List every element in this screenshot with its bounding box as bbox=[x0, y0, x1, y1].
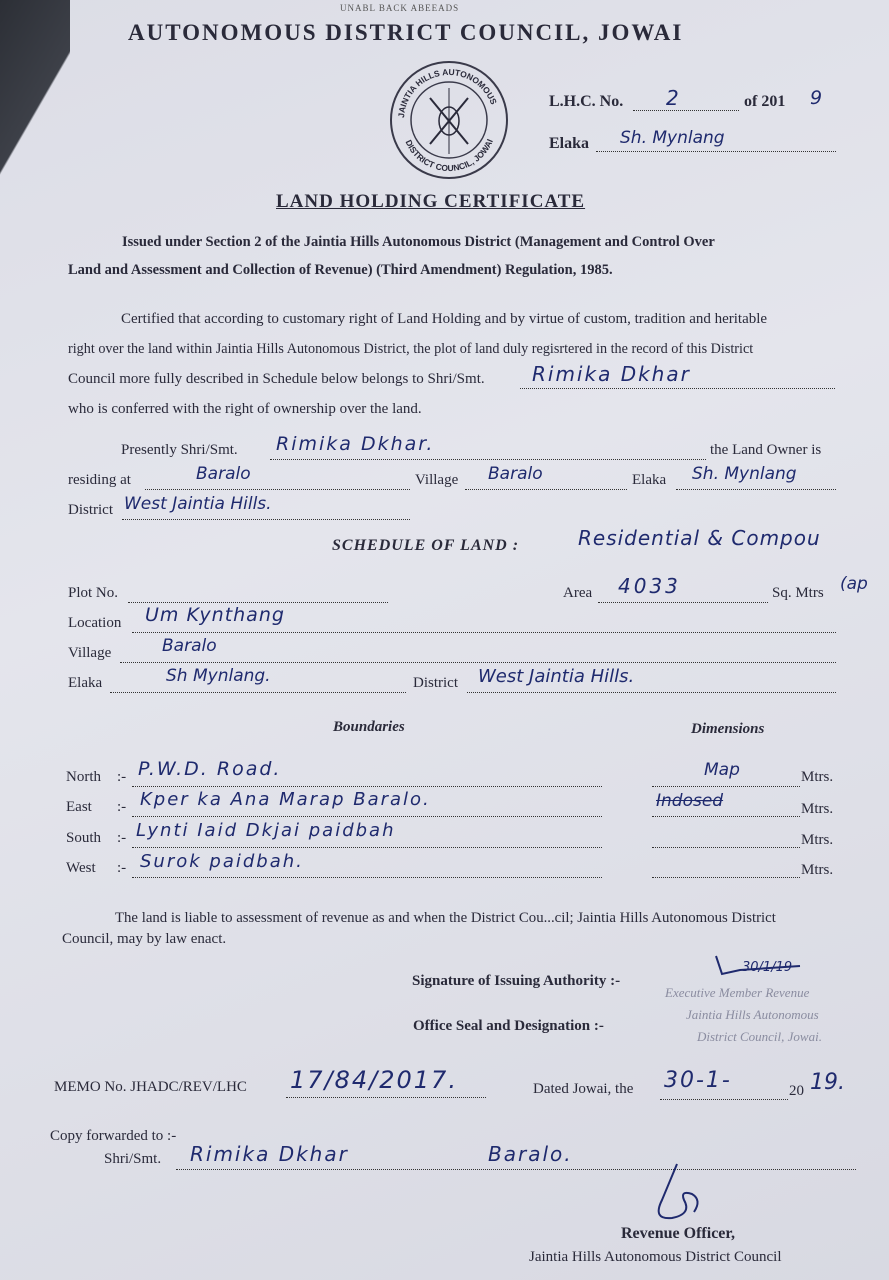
south-unit: Mtrs. bbox=[801, 832, 834, 848]
stamp-line-1: Executive Member Revenue bbox=[665, 985, 810, 1000]
west-unit: Mtrs. bbox=[801, 862, 834, 878]
residing-label: residing at bbox=[68, 472, 131, 488]
north-label: North bbox=[66, 769, 101, 785]
area-unit: Sq. Mtrs bbox=[772, 585, 824, 601]
memo-number: 17/84/2017. bbox=[290, 1066, 458, 1094]
cert-line-4: who is conferred with the right of ownership over the land. bbox=[68, 401, 422, 417]
boundaries-heading: Boundaries bbox=[333, 719, 405, 735]
dimensions-heading: Dimensions bbox=[691, 721, 765, 737]
location-label: Location bbox=[68, 615, 122, 631]
district-label-1: District bbox=[68, 502, 113, 518]
copy-place: Baralo. bbox=[488, 1142, 573, 1166]
south-value: Lynti Iaid Dkjai paidbah bbox=[136, 820, 396, 841]
west-label: West bbox=[66, 860, 96, 876]
page-shadow bbox=[0, 0, 70, 260]
elaka-label-2: Elaka bbox=[68, 675, 103, 691]
top-strip-text: UNABL BACK ABEEADS bbox=[340, 3, 460, 13]
year-prefix: 20 bbox=[789, 1083, 804, 1099]
seal-bottom-text: DISTRICT COUNCIL, JOWAI bbox=[403, 137, 495, 174]
elaka-value-top: Sh. Mynlang bbox=[620, 128, 725, 148]
officer-signature bbox=[632, 1160, 712, 1230]
east-label: East bbox=[66, 799, 92, 815]
certificate-page: UNABL BACK ABEEADS AUTONOMOUS DISTRICT COUNCIL, JOWAI JAINTIA HILLS AUTONOMOUS DISTRICT COUNCIL, JOWAI L.H.C. No. 2 of 201 9 Elaka Sh. Mynlang LAND HOLDING CERTIFICATE Issued under Section 2 of the Jaintia Hills Autonomous District (Management and Control Over Land and Assessment and Collection of Revenue) (Third Amendment) Regulation, 1985. Certified that according to customary right of Land Holding and by virtue of custom, tradition and heritable right over the land within Jaintia Hills Autonomous District, the plot of land duly regisrtered in the record of this District Council more fully described in Schedule below belongs to Shri/Smt. Rimika Dkhar who is conferred with the right of ownership over the land. Presently Shri/Smt. Rimika Dkhar. the Land Owner is residing at Baralo Village Baralo Elaka Sh. Mynlang District West Jaintia Hills. SCHEDULE OF LAND : Residential & Compou Plot No. Area 4033 Sq. Mtrs (ap Location Um Kynthang Village Baralo Elaka Sh Mynlang. District West Jaintia Hills. Boundaries Dimensions North :- P.W.D. Road. Map Mtrs. East :- Kper ka Ana Marap Baralo. Indosed Mtrs. South :- Lynti Iaid Dkjai paidbah Mtrs. West :- Surok paidbah. Mtrs. The land is liable to assessment of revenue as and when the District Cou...cil; Jaintia Hills Autonomous District Council, may by law enact. Signature of Issuing Authority :- 30/1/19 Executive Member Revenue Jaintia Hills Autonomous District Council, Jowai. Office Seal and Designation :- MEMO No. JHADC/REV/LHC 17/84/2017. Dated Jowai, the 30-1- 20 19. Copy forwarded to :- Shri/Smt. Rimika Dkhar Baralo. Revenue Officer, Jaintia Hills Autonomous District Council bbox=[0, 0, 889, 1280]
council-title: AUTONOMOUS DISTRICT COUNCIL, JOWAI bbox=[128, 20, 684, 45]
elaka-value-2: Sh Mynlang. bbox=[166, 666, 271, 686]
south-label: South bbox=[66, 830, 102, 846]
cert-line-2: right over the land within Jaintia Hills Autonomous District, the plot of land duly regisrtered in the record of this District bbox=[68, 341, 754, 357]
dated-label: Dated Jowai, the bbox=[533, 1081, 634, 1097]
copy-shri-label: Shri/Smt. bbox=[104, 1151, 162, 1167]
presently-name: Rimika Dkhar. bbox=[276, 433, 435, 455]
liability-line-1: The land is liable to assessment of revenue as and when the District Cou...cil; Jaintia Hills Autonomous District bbox=[115, 910, 776, 926]
certificate-title: LAND HOLDING CERTIFICATE bbox=[276, 191, 586, 212]
owner-name: Rimika Dkhar bbox=[532, 362, 691, 386]
memo-label: MEMO No. JHADC/REV/LHC bbox=[54, 1079, 247, 1095]
copy-name: Rimika Dkhar bbox=[190, 1142, 349, 1166]
signature-label: Signature of Issuing Authority :- bbox=[412, 973, 621, 989]
seal-designation-label: Office Seal and Designation :- bbox=[413, 1018, 604, 1034]
east-dimension: Indosed bbox=[656, 791, 724, 811]
area-value: 4033 bbox=[618, 574, 681, 598]
north-value: P.W.D. Road. bbox=[138, 758, 282, 780]
signature-date: 30/1/19 bbox=[742, 960, 793, 975]
stamp-line-3: District Council, Jowai. bbox=[697, 1029, 822, 1044]
officer-council: Jaintia Hills Autonomous District Council bbox=[529, 1249, 782, 1265]
cert-line-3: Council more fully described in Schedule below belongs to Shri/Smt. bbox=[68, 371, 485, 387]
presently-label: Presently Shri/Smt. bbox=[121, 442, 238, 458]
lhc-number: 2 bbox=[666, 86, 679, 110]
copy-label: Copy forwarded to :- bbox=[50, 1128, 177, 1144]
area-label: Area bbox=[563, 585, 593, 601]
schedule-heading: SCHEDULE OF LAND : bbox=[332, 537, 520, 554]
lhc-year-digit: 9 bbox=[810, 87, 823, 109]
signature-mark bbox=[710, 952, 810, 982]
plot-label: Plot No. bbox=[68, 585, 119, 601]
lhc-of-label: of 201 bbox=[744, 93, 786, 110]
elaka-label-1: Elaka bbox=[632, 472, 667, 488]
liability-line-2: Council, may by law enact. bbox=[62, 931, 227, 947]
schedule-type: Residential & Compou bbox=[578, 526, 821, 550]
lhc-label: L.H.C. No. bbox=[549, 93, 624, 110]
village-value-2: Baralo bbox=[162, 636, 217, 656]
seal-top-text: JAINTIA HILLS AUTONOMOUS bbox=[396, 66, 499, 119]
district-label-2: District bbox=[413, 675, 458, 691]
village-value-1: Baralo bbox=[488, 464, 543, 484]
cert-line-1: Certified that according to customary right of Land Holding and by virtue of custom, tradition and heritable bbox=[121, 311, 768, 327]
area-extra: (ap bbox=[840, 574, 868, 594]
district-value-2: West Jaintia Hills. bbox=[478, 666, 635, 687]
east-unit: Mtrs. bbox=[801, 801, 834, 817]
year-suffix: 19. bbox=[810, 1070, 845, 1095]
officer-title: Revenue Officer, bbox=[621, 1225, 736, 1242]
issued-line-2: Land and Assessment and Collection of Revenue) (Third Amendment) Regulation, 1985. bbox=[68, 262, 613, 278]
date-value: 30-1- bbox=[664, 1068, 732, 1093]
location-value: Um Kynthang bbox=[145, 604, 285, 626]
north-dimension: Map bbox=[704, 760, 740, 780]
village-label-1: Village bbox=[415, 472, 459, 488]
owner-suffix: the Land Owner is bbox=[710, 442, 822, 458]
residing-value: Baralo bbox=[196, 464, 251, 484]
west-value: Surok paidbah. bbox=[140, 851, 304, 872]
elaka-label-top: Elaka bbox=[549, 135, 590, 152]
village-label-2: Village bbox=[68, 645, 112, 661]
issued-line-1: Issued under Section 2 of the Jaintia Hills Autonomous District (Management and Control Over bbox=[122, 234, 715, 250]
stamp-line-2: Jaintia Hills Autonomous bbox=[686, 1007, 819, 1022]
elaka-value-1: Sh. Mynlang bbox=[692, 464, 797, 484]
north-unit: Mtrs. bbox=[801, 769, 834, 785]
east-value: Kper ka Ana Marap Baralo. bbox=[140, 789, 431, 810]
council-seal bbox=[388, 58, 510, 182]
district-value-1: West Jaintia Hills. bbox=[124, 494, 272, 514]
